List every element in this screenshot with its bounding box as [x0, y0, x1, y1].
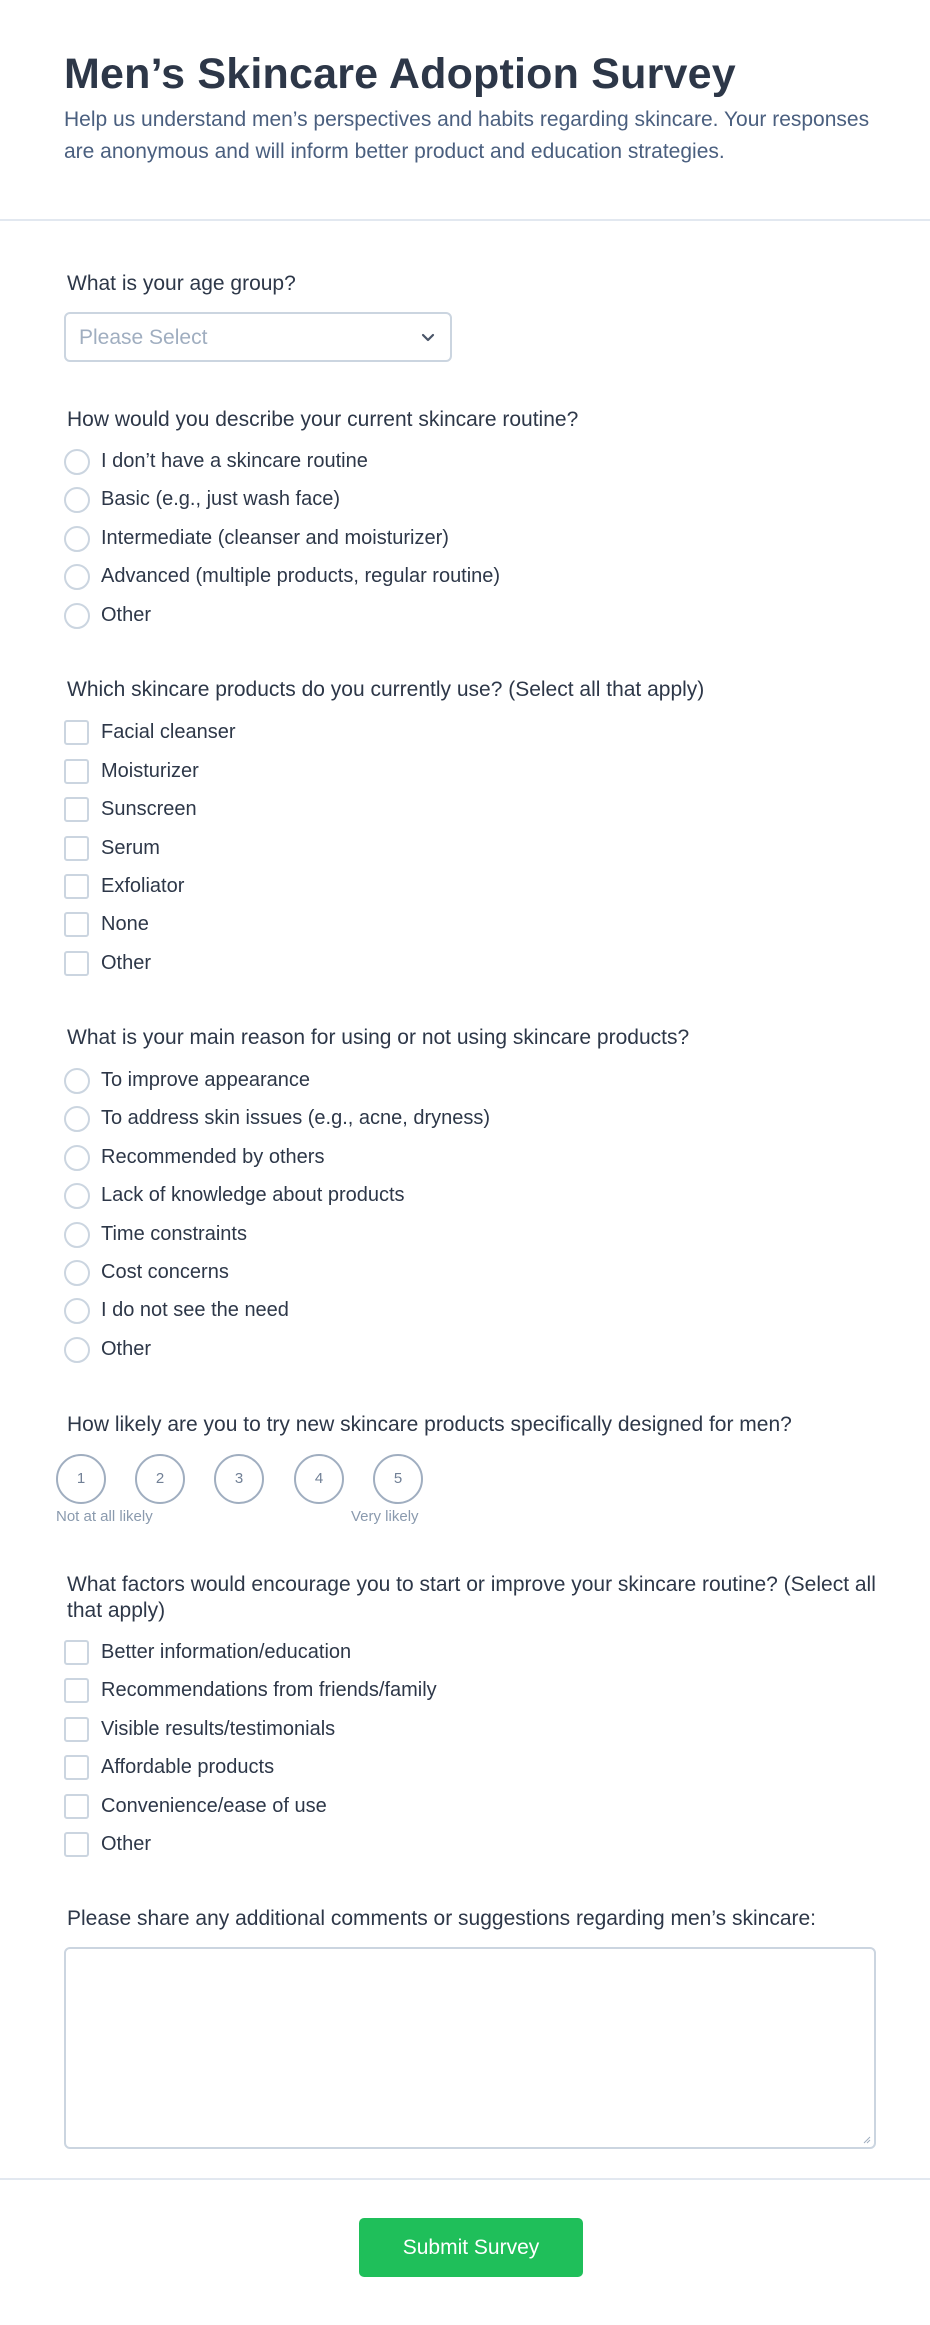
option-label: None	[101, 913, 149, 935]
option-label: Advanced (multiple products, regular routine)	[101, 565, 501, 587]
radio-button[interactable]	[64, 1068, 90, 1094]
rating-value: 1	[76, 1470, 86, 1487]
checkbox[interactable]	[64, 797, 89, 822]
option-label: Cost concerns	[101, 1261, 229, 1283]
option-label: Sunscreen	[101, 798, 197, 820]
checkbox[interactable]	[64, 1755, 89, 1780]
resize-grip-icon[interactable]	[861, 2134, 871, 2144]
rating-value: 2	[155, 1470, 165, 1487]
checkbox[interactable]	[64, 1717, 89, 1742]
option-label: Convenience/ease of use	[101, 1795, 327, 1817]
select-placeholder: Please Select	[79, 326, 208, 349]
radio-button[interactable]	[64, 1183, 90, 1209]
question-age: What is your age group?	[67, 272, 296, 295]
radio-button[interactable]	[64, 1106, 90, 1132]
scale-high-label: Very likely	[351, 1508, 419, 1525]
option-label: Facial cleanser	[101, 721, 236, 743]
checkbox[interactable]	[64, 1832, 89, 1857]
radio-button[interactable]	[64, 564, 90, 590]
option-label: To improve appearance	[101, 1069, 311, 1091]
option-label: Recommended by others	[101, 1146, 325, 1168]
option-label: Other	[101, 604, 152, 626]
option-label: Basic (e.g., just wash face)	[101, 488, 340, 510]
radio-button[interactable]	[64, 1298, 90, 1324]
radio-button[interactable]	[64, 449, 90, 475]
page-subtitle: Help us understand men’s perspectives and habits regarding skincare. Your responses are anonymous and will inform better product and education strategies.	[64, 108, 870, 163]
rating-1[interactable]	[56, 1454, 106, 1504]
option-label: Time constraints	[101, 1223, 247, 1245]
checkbox[interactable]	[64, 1678, 89, 1703]
option-label: Moisturizer	[101, 760, 199, 782]
submit-button[interactable]: Submit Survey	[359, 2218, 583, 2277]
rating-4[interactable]	[294, 1454, 344, 1504]
rating-2[interactable]	[135, 1454, 185, 1504]
survey-header	[0, 0, 930, 221]
option-label: Visible results/testimonials	[101, 1718, 336, 1740]
question-comments: Please share any additional comments or suggestions regarding men’s skincare:	[67, 1907, 817, 1930]
scale-low-label: Not at all likely	[56, 1508, 153, 1525]
checkbox[interactable]	[64, 912, 89, 937]
radio-button[interactable]	[64, 487, 90, 513]
option-label: Other	[101, 952, 152, 974]
question-products: Which skincare products do you currently use? (Select all that apply)	[67, 678, 705, 701]
footer-divider	[0, 2178, 930, 2180]
option-label: I do not see the need	[101, 1299, 289, 1321]
rating-value: 5	[393, 1470, 403, 1487]
checkbox[interactable]	[64, 720, 89, 745]
checkbox[interactable]	[64, 836, 89, 861]
page-title: Men’s Skincare Adoption Survey	[64, 50, 736, 98]
question-factors: What factors would encourage you to start or improve your skincare routine? (Select all that apply)	[67, 1573, 876, 1622]
radio-button[interactable]	[64, 1145, 90, 1171]
age-group-select[interactable]	[64, 312, 452, 362]
checkbox[interactable]	[64, 759, 89, 784]
option-label: Affordable products	[101, 1756, 275, 1778]
comments-textarea[interactable]	[64, 1947, 876, 2149]
radio-button[interactable]	[64, 1222, 90, 1248]
question-reason: What is your main reason for using or not using skincare products?	[67, 1026, 690, 1049]
option-label: To address skin issues (e.g., acne, dryness)	[101, 1107, 491, 1129]
rating-3[interactable]	[214, 1454, 264, 1504]
checkbox[interactable]	[64, 1794, 89, 1819]
option-label: Other	[101, 1833, 152, 1855]
option-label: Lack of knowledge about products	[101, 1184, 405, 1206]
option-label: Intermediate (cleanser and moisturizer)	[101, 527, 449, 549]
question-likelihood: How likely are you to try new skincare products specifically designed for men?	[67, 1413, 792, 1436]
rating-value: 4	[314, 1470, 324, 1487]
radio-button[interactable]	[64, 1260, 90, 1286]
radio-button[interactable]	[64, 603, 90, 629]
checkbox[interactable]	[64, 874, 89, 899]
checkbox[interactable]	[64, 951, 89, 976]
option-label: Exfoliator	[101, 875, 185, 897]
option-label: Recommendations from friends/family	[101, 1679, 437, 1701]
checkbox[interactable]	[64, 1640, 89, 1665]
radio-button[interactable]	[64, 1337, 90, 1363]
option-label: Other	[101, 1338, 152, 1360]
option-label: I don’t have a skincare routine	[101, 450, 368, 472]
radio-button[interactable]	[64, 526, 90, 552]
option-label: Better information/education	[101, 1641, 352, 1663]
rating-5[interactable]	[373, 1454, 423, 1504]
question-routine: How would you describe your current skincare routine?	[67, 408, 579, 431]
chevron-down-icon	[416, 325, 440, 349]
rating-value: 3	[234, 1470, 244, 1487]
option-label: Serum	[101, 837, 160, 859]
